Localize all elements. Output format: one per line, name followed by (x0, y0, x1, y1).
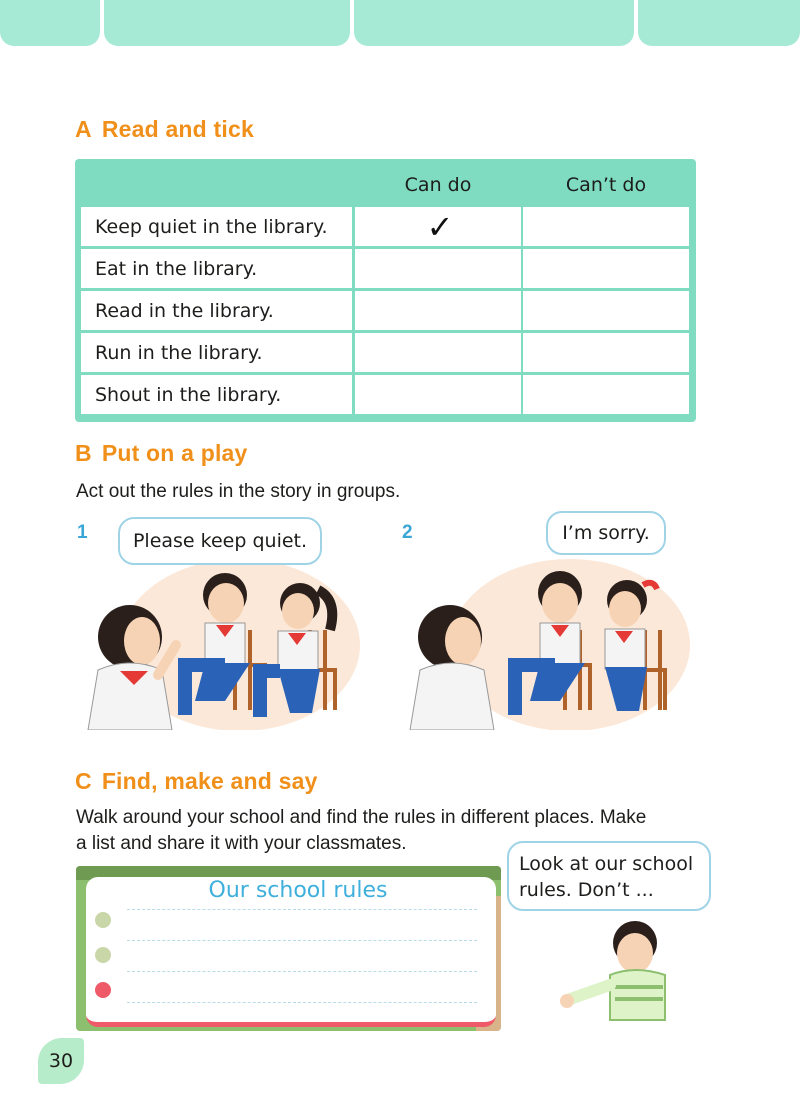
writing-line (127, 909, 477, 910)
section-c-instruction-line2: a list and share it with your classmates. (76, 833, 407, 854)
top-tab (638, 0, 800, 46)
section-letter: C (75, 768, 92, 794)
boy-character-illustration (555, 915, 675, 1025)
check-mark-icon: ✓ (426, 208, 454, 246)
bullet-dot-icon (95, 947, 111, 963)
table-row-label: Shout in the library. (95, 384, 282, 406)
section-letter: A (75, 116, 92, 142)
section-title: Find, make and say (101, 768, 318, 794)
tick-cell[interactable] (523, 291, 689, 330)
section-a-heading (75, 116, 254, 143)
bullet-dot-icon (95, 982, 111, 998)
section-b-heading (75, 440, 248, 467)
tick-cell[interactable] (355, 333, 521, 372)
section-letter: B (75, 440, 92, 466)
table-row-label: Eat in the library. (95, 258, 258, 280)
tick-cell[interactable] (355, 291, 521, 330)
bullet-dot-icon (95, 912, 111, 928)
table-row-label: Run in the library. (95, 342, 263, 364)
section-c-heading (75, 768, 318, 795)
notepad-title: Our school rules (208, 878, 388, 903)
speech-line: rules. Don’t ... (519, 879, 654, 901)
column-header-cant-do: Can’t do (565, 174, 647, 196)
column-header-can-do: Can do (404, 174, 472, 196)
library-scene-illustration-1 (80, 545, 360, 730)
speech-bubble-3 (507, 841, 711, 911)
tick-cell[interactable] (523, 375, 689, 414)
section-b-instruction: Act out the rules in the story in groups. (76, 481, 401, 502)
tick-cell[interactable] (523, 333, 689, 372)
speech-line: Look at our school (519, 853, 694, 875)
writing-line (127, 940, 477, 941)
speech-bubble-1: Please keep quiet. (118, 517, 322, 565)
speech-bubble-2: I’m sorry. (546, 511, 666, 555)
tick-cell[interactable] (355, 249, 521, 288)
top-tab (104, 0, 350, 46)
tick-cell[interactable] (523, 249, 689, 288)
section-title: Read and tick (101, 116, 254, 142)
top-tab-strip (0, 0, 800, 46)
table-row-label: Keep quiet in the library. (95, 216, 328, 238)
panel-number: 2 (402, 522, 413, 543)
panel-number: 1 (77, 522, 88, 543)
writing-line (127, 1002, 477, 1003)
top-tab (0, 0, 100, 46)
section-title: Put on a play (101, 440, 248, 466)
tick-cell[interactable] (355, 375, 521, 414)
top-tab (354, 0, 634, 46)
table-row-label: Read in the library. (95, 300, 274, 322)
page-number: 30 (38, 1038, 84, 1084)
section-c-instruction-line1: Walk around your school and find the rules in different places. Make (76, 807, 647, 828)
tick-cell[interactable] (523, 207, 689, 246)
writing-line (127, 971, 477, 972)
library-scene-illustration-2 (405, 545, 695, 730)
